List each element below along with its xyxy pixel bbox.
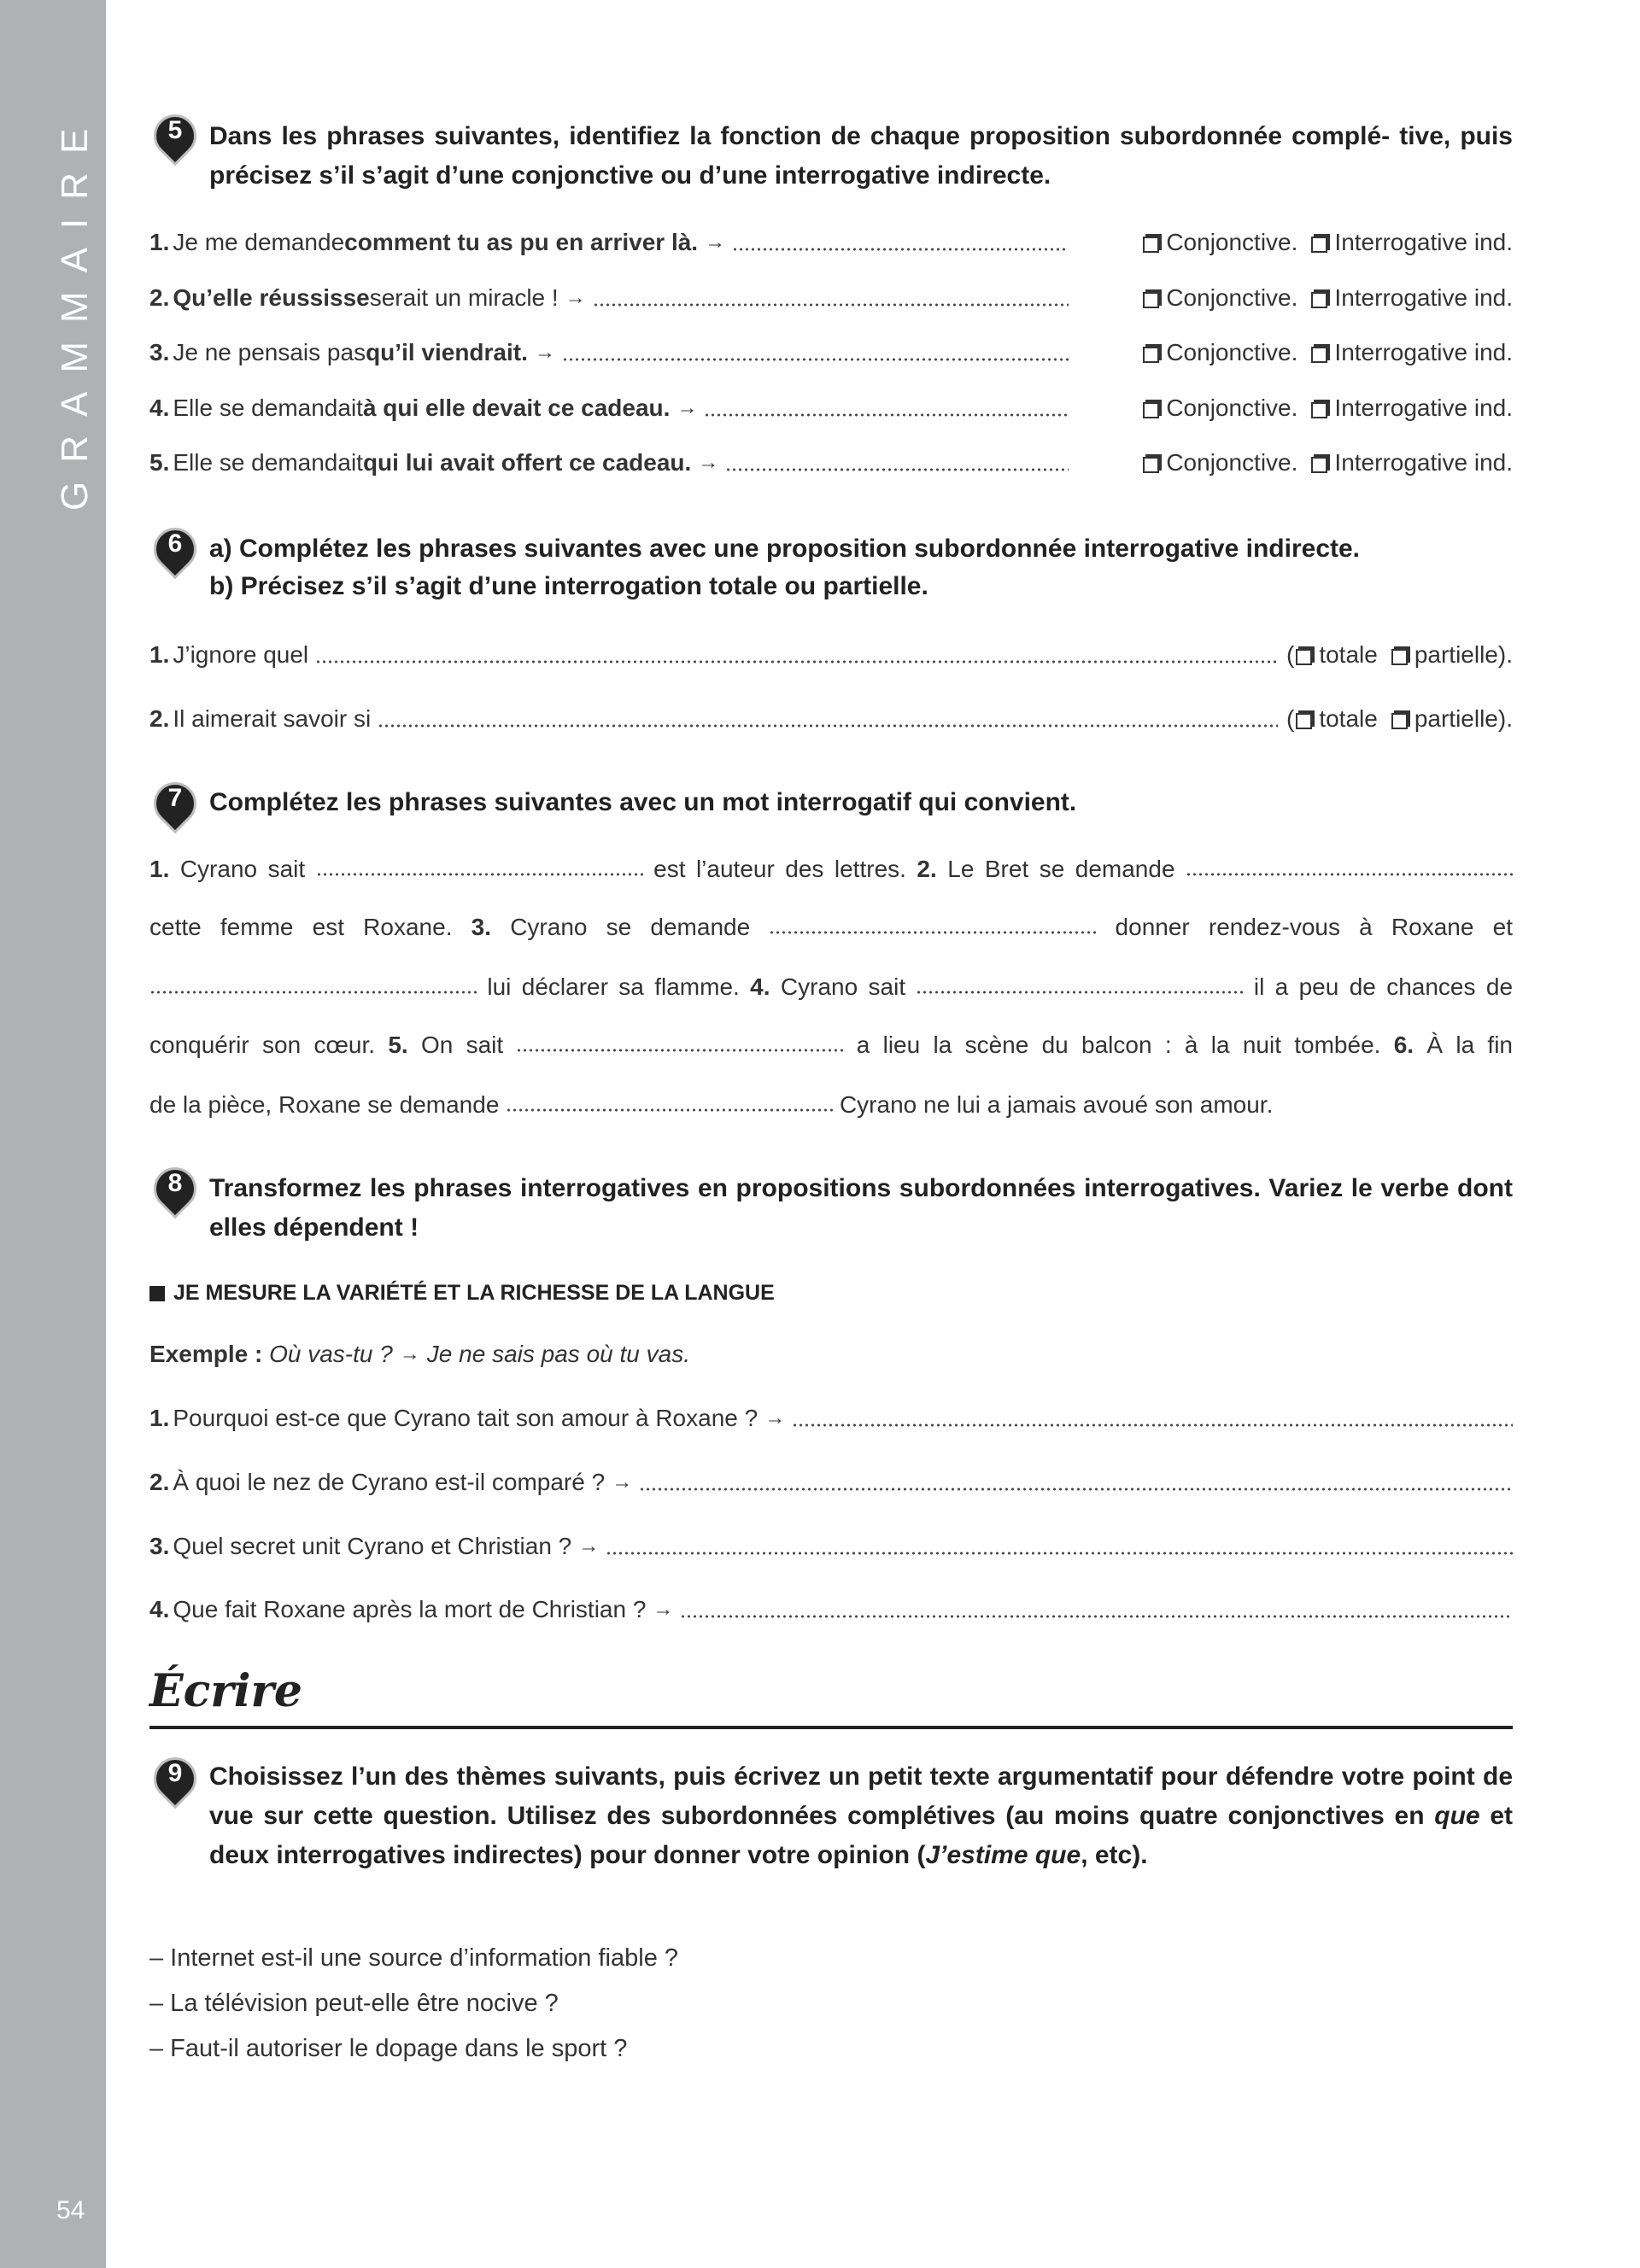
- checkbox-icon[interactable]: [1143, 347, 1159, 363]
- text-segment: Cyrano se demande: [491, 914, 770, 940]
- checkbox-option[interactable]: [1143, 284, 1297, 312]
- sidebar: [0, 0, 106, 2268]
- checkbox-icon[interactable]: [1311, 457, 1327, 473]
- checkbox-option[interactable]: [1391, 641, 1498, 669]
- text-segment: conquérir son cœur.: [149, 1032, 389, 1058]
- answer-blank[interactable]: [1186, 872, 1513, 877]
- text-line: [149, 970, 1513, 1004]
- checkbox-option[interactable]: [1143, 339, 1297, 366]
- text-line: [149, 910, 1513, 944]
- arrow-right-icon: →: [653, 1598, 674, 1621]
- exercise-5-instruction: Dans les phrases suivantes, identifiez la fonction de chaque proposition subordonnée complé- tive, puis précisez s’il s’agit d’une conjonctive ou d’une interrogative indirecte.: [209, 122, 1513, 190]
- subheading: JE MESURE LA VARIÉTÉ ET LA RICHESSE DE LA LANGUE: [149, 1281, 775, 1306]
- sentence-row: [149, 702, 1513, 736]
- text-segment: Elle se demandait: [173, 395, 363, 421]
- text-segment: et deux interrogatives indirectes) pour donner votre opinion (: [209, 1802, 1513, 1869]
- text-segment: qu’il viendrait.: [366, 339, 528, 365]
- arrow-right-icon: →: [565, 286, 586, 309]
- text-line: [149, 852, 1513, 886]
- text-segment: donner rendez-vous à Roxane et: [1096, 914, 1513, 940]
- item-number: 3.: [149, 1533, 170, 1559]
- text-segment: Choisissez l’un des thèmes suivants, puis écrivez un petit texte argumentatif pour défendre votre point de vue sur cette question. Utilisez des subordonnées complétives (au moins quatre conjonctives en: [209, 1762, 1513, 1830]
- checkbox-option[interactable]: [1311, 284, 1513, 312]
- sentence-text: J’ignore quel: [173, 641, 309, 668]
- checkbox-label: totale: [1319, 705, 1378, 732]
- answer-blank[interactable]: [378, 723, 1278, 728]
- question-text: Quel secret unit Cyrano et Christian ?: [173, 1533, 572, 1559]
- exercise-9-instruction: [209, 1757, 1513, 1875]
- options: [1069, 449, 1513, 476]
- checkbox-label: Conjonctive.: [1166, 339, 1298, 365]
- item-number: 1.: [149, 1405, 170, 1431]
- question-text: À quoi le nez de Cyrano est-il comparé ?: [173, 1469, 606, 1495]
- sentence-row: [149, 638, 1513, 672]
- checkbox-label: partielle: [1414, 641, 1498, 668]
- checkbox-icon[interactable]: [1311, 402, 1327, 418]
- theme-item: – La télévision peut-elle être nocive ?: [149, 1990, 559, 2017]
- answer-blank[interactable]: [725, 467, 1069, 472]
- text-segment: a lieu la scène du balcon : à la nuit tombée.: [843, 1032, 1394, 1058]
- item-number: 2.: [149, 284, 170, 311]
- sentence-row: [149, 391, 1513, 425]
- sentence-row: [149, 1593, 1513, 1627]
- exercise-6-instruction-a: a) Complétez les phrases suivantes avec une proposition subordonnée interrogative indirecte.: [209, 535, 1361, 563]
- item-number: 2.: [149, 1469, 170, 1495]
- answer-blank[interactable]: [149, 990, 477, 995]
- sentence-row: [149, 1465, 1513, 1499]
- sentence-row: [149, 446, 1513, 480]
- options: [1069, 284, 1513, 312]
- section-heading-ecrire: Écrire: [149, 1665, 302, 1717]
- square-bullet-icon: [149, 1286, 165, 1301]
- arrow-right-icon: →: [698, 451, 719, 474]
- checkbox-icon[interactable]: [1143, 402, 1159, 418]
- text-segment: est l’auteur des lettres.: [642, 856, 917, 882]
- checkbox-icon[interactable]: [1391, 649, 1408, 665]
- text-segment: à qui elle devait ce cadeau.: [362, 395, 671, 421]
- answer-blank[interactable]: [606, 1551, 1513, 1556]
- checkbox-option[interactable]: [1391, 705, 1498, 733]
- arrow-right-icon: →: [534, 341, 555, 364]
- arrow-right-icon: →: [578, 1534, 600, 1558]
- answer-blank[interactable]: [316, 872, 643, 877]
- text-segment: il a peu de chances de: [1243, 973, 1514, 1000]
- text-segment: Cyrano sait: [770, 973, 917, 1000]
- checkbox-option[interactable]: [1296, 641, 1378, 669]
- arrow-right-icon: →: [676, 396, 698, 419]
- answer-blank[interactable]: [593, 302, 1069, 307]
- text-segment: On sait: [407, 1032, 517, 1058]
- exercise-marker-icon: 6: [154, 528, 196, 570]
- question-text: Que fait Roxane après la mort de Christian ?: [173, 1596, 647, 1622]
- text-segment: cette femme est Roxane.: [149, 914, 472, 940]
- checkbox-option[interactable]: [1143, 229, 1297, 256]
- item-number: 3.: [149, 339, 170, 365]
- answer-blank[interactable]: [315, 659, 1278, 664]
- text-segment: Elle se demandait: [173, 449, 363, 476]
- checkbox-icon[interactable]: [1311, 347, 1327, 363]
- text-segment: 1.: [149, 856, 170, 882]
- paren: (: [1286, 705, 1295, 732]
- exercise-marker-icon: 5: [154, 114, 196, 157]
- text-segment: de la pièce, Roxane se demande: [149, 1091, 507, 1118]
- checkbox-option[interactable]: [1143, 449, 1297, 476]
- question-text: Pourquoi est-ce que Cyrano tait son amour à Roxane ?: [173, 1405, 758, 1431]
- checkbox-icon[interactable]: [1143, 292, 1159, 308]
- text-segment: comment tu as pu en arriver là.: [344, 229, 699, 255]
- checkbox-option[interactable]: [1311, 339, 1513, 366]
- sentence-row: [149, 225, 1513, 260]
- sentence-row: [149, 336, 1513, 370]
- text-segment: 3.: [471, 914, 492, 940]
- answer-blank[interactable]: [516, 1048, 843, 1053]
- checkbox-label: Interrogative ind.: [1334, 284, 1513, 311]
- checkbox-label: Interrogative ind.: [1334, 449, 1513, 476]
- text-segment: , etc).: [1081, 1841, 1148, 1869]
- answer-blank[interactable]: [732, 247, 1069, 252]
- text-segment: 4.: [750, 973, 770, 1000]
- paren: ).: [1497, 641, 1513, 668]
- item-number: 4.: [149, 395, 170, 421]
- text-line: [149, 1088, 1273, 1122]
- checkbox-label: partielle: [1414, 705, 1498, 732]
- sentence-text: Il aimerait savoir si: [173, 705, 372, 732]
- text-segment: serait un miracle !: [369, 284, 559, 311]
- checkbox-icon[interactable]: [1311, 292, 1327, 308]
- answer-blank[interactable]: [506, 1108, 833, 1113]
- exercise-marker-icon: 7: [154, 782, 196, 825]
- paren: ).: [1497, 705, 1513, 732]
- arrow-right-icon: →: [612, 1470, 633, 1493]
- section-label: GRAMMAIRE: [54, 109, 96, 511]
- checkbox-option[interactable]: [1296, 705, 1378, 733]
- answer-blank[interactable]: [792, 1423, 1513, 1428]
- item-number: 1.: [149, 229, 170, 255]
- exercise-6-instruction-b: b) Précisez s’il s’agit d’une interrogation totale ou partielle.: [209, 572, 928, 600]
- checkbox-label: totale: [1319, 641, 1378, 668]
- paren: (: [1286, 641, 1295, 668]
- checkbox-option[interactable]: [1311, 229, 1513, 256]
- answer-blank[interactable]: [916, 990, 1243, 995]
- text-segment: que: [1434, 1802, 1480, 1830]
- text-segment: Le Bret se demande: [936, 856, 1186, 882]
- answer-blank[interactable]: [639, 1487, 1513, 1492]
- item-number: 4.: [149, 1596, 170, 1622]
- text-segment: Je ne pensais pas: [173, 339, 366, 365]
- answer-blank[interactable]: [704, 412, 1069, 418]
- exercise-8-instruction: Transformez les phrases interrogatives en propositions subordonnées interrogatives. Variez le verbe dont elles dépendent !: [209, 1174, 1513, 1242]
- arrow-right-icon: →: [705, 231, 726, 254]
- checkbox-icon[interactable]: [1143, 457, 1159, 473]
- checkbox-label: Conjonctive.: [1166, 395, 1298, 421]
- item-number: 2.: [149, 705, 170, 732]
- text-segment: 5.: [388, 1032, 408, 1058]
- text-segment: 2.: [917, 856, 937, 882]
- checkbox-option[interactable]: [1311, 449, 1513, 476]
- arrow-right-icon: →: [764, 1406, 786, 1429]
- text-segment: J’estime que: [925, 1841, 1081, 1869]
- text-segment: Cyrano ne lui a jamais avoué son amour.: [833, 1091, 1274, 1118]
- exercise-marker-icon: 8: [154, 1167, 196, 1210]
- text-segment: qui lui avait offert ce cadeau.: [362, 449, 692, 476]
- arrow-right-icon: →: [399, 1342, 420, 1365]
- checkbox-icon[interactable]: [1143, 237, 1159, 253]
- checkbox-icon[interactable]: [1296, 649, 1312, 665]
- text-line: [149, 1028, 1513, 1062]
- example-row: Exemple : Où vas-tu ? → Je ne sais pas où tu vas.: [149, 1341, 690, 1367]
- text-segment: lui déclarer sa flamme.: [477, 973, 751, 1000]
- checkbox-icon[interactable]: [1391, 713, 1408, 729]
- checkbox-label: Conjonctive.: [1166, 449, 1298, 476]
- text-segment: Je me demande: [173, 229, 345, 255]
- checkbox-label: Interrogative ind.: [1334, 395, 1513, 421]
- exercise-7-instruction: Complétez les phrases suivantes avec un mot interrogatif qui convient.: [209, 788, 1077, 816]
- item-number: 1.: [149, 641, 170, 668]
- page-number: 54: [56, 2196, 85, 2224]
- theme-item: – Faut-il autoriser le dopage dans le sport ?: [149, 2035, 628, 2062]
- text-segment: 6.: [1393, 1032, 1414, 1058]
- text-segment: Cyrano sait: [169, 856, 316, 882]
- theme-item: – Internet est-il une source d’information fiable ?: [149, 1944, 679, 1972]
- options: [1069, 229, 1513, 256]
- checkbox-option[interactable]: [1311, 395, 1513, 422]
- checkbox-label: Interrogative ind.: [1334, 339, 1513, 365]
- checkbox-label: Conjonctive.: [1166, 284, 1298, 311]
- answer-blank[interactable]: [769, 930, 1096, 935]
- options: [1069, 395, 1513, 422]
- section-divider: [149, 1726, 1513, 1729]
- checkbox-icon[interactable]: [1296, 713, 1312, 729]
- answer-blank[interactable]: [562, 357, 1069, 362]
- sentence-row: [149, 1401, 1513, 1435]
- exercise-marker-icon: 9: [154, 1757, 196, 1800]
- item-number: 5.: [149, 449, 170, 476]
- answer-blank[interactable]: [680, 1614, 1513, 1619]
- checkbox-option[interactable]: [1143, 395, 1297, 422]
- sentence-row: [149, 281, 1513, 315]
- text-segment: À la fin: [1414, 1032, 1514, 1058]
- options: [1069, 339, 1513, 366]
- checkbox-label: Conjonctive.: [1166, 229, 1298, 255]
- checkbox-label: Interrogative ind.: [1334, 229, 1513, 255]
- checkbox-icon[interactable]: [1311, 237, 1327, 253]
- sentence-row: [149, 1529, 1513, 1564]
- text-segment: Qu’elle réussisse: [173, 284, 370, 311]
